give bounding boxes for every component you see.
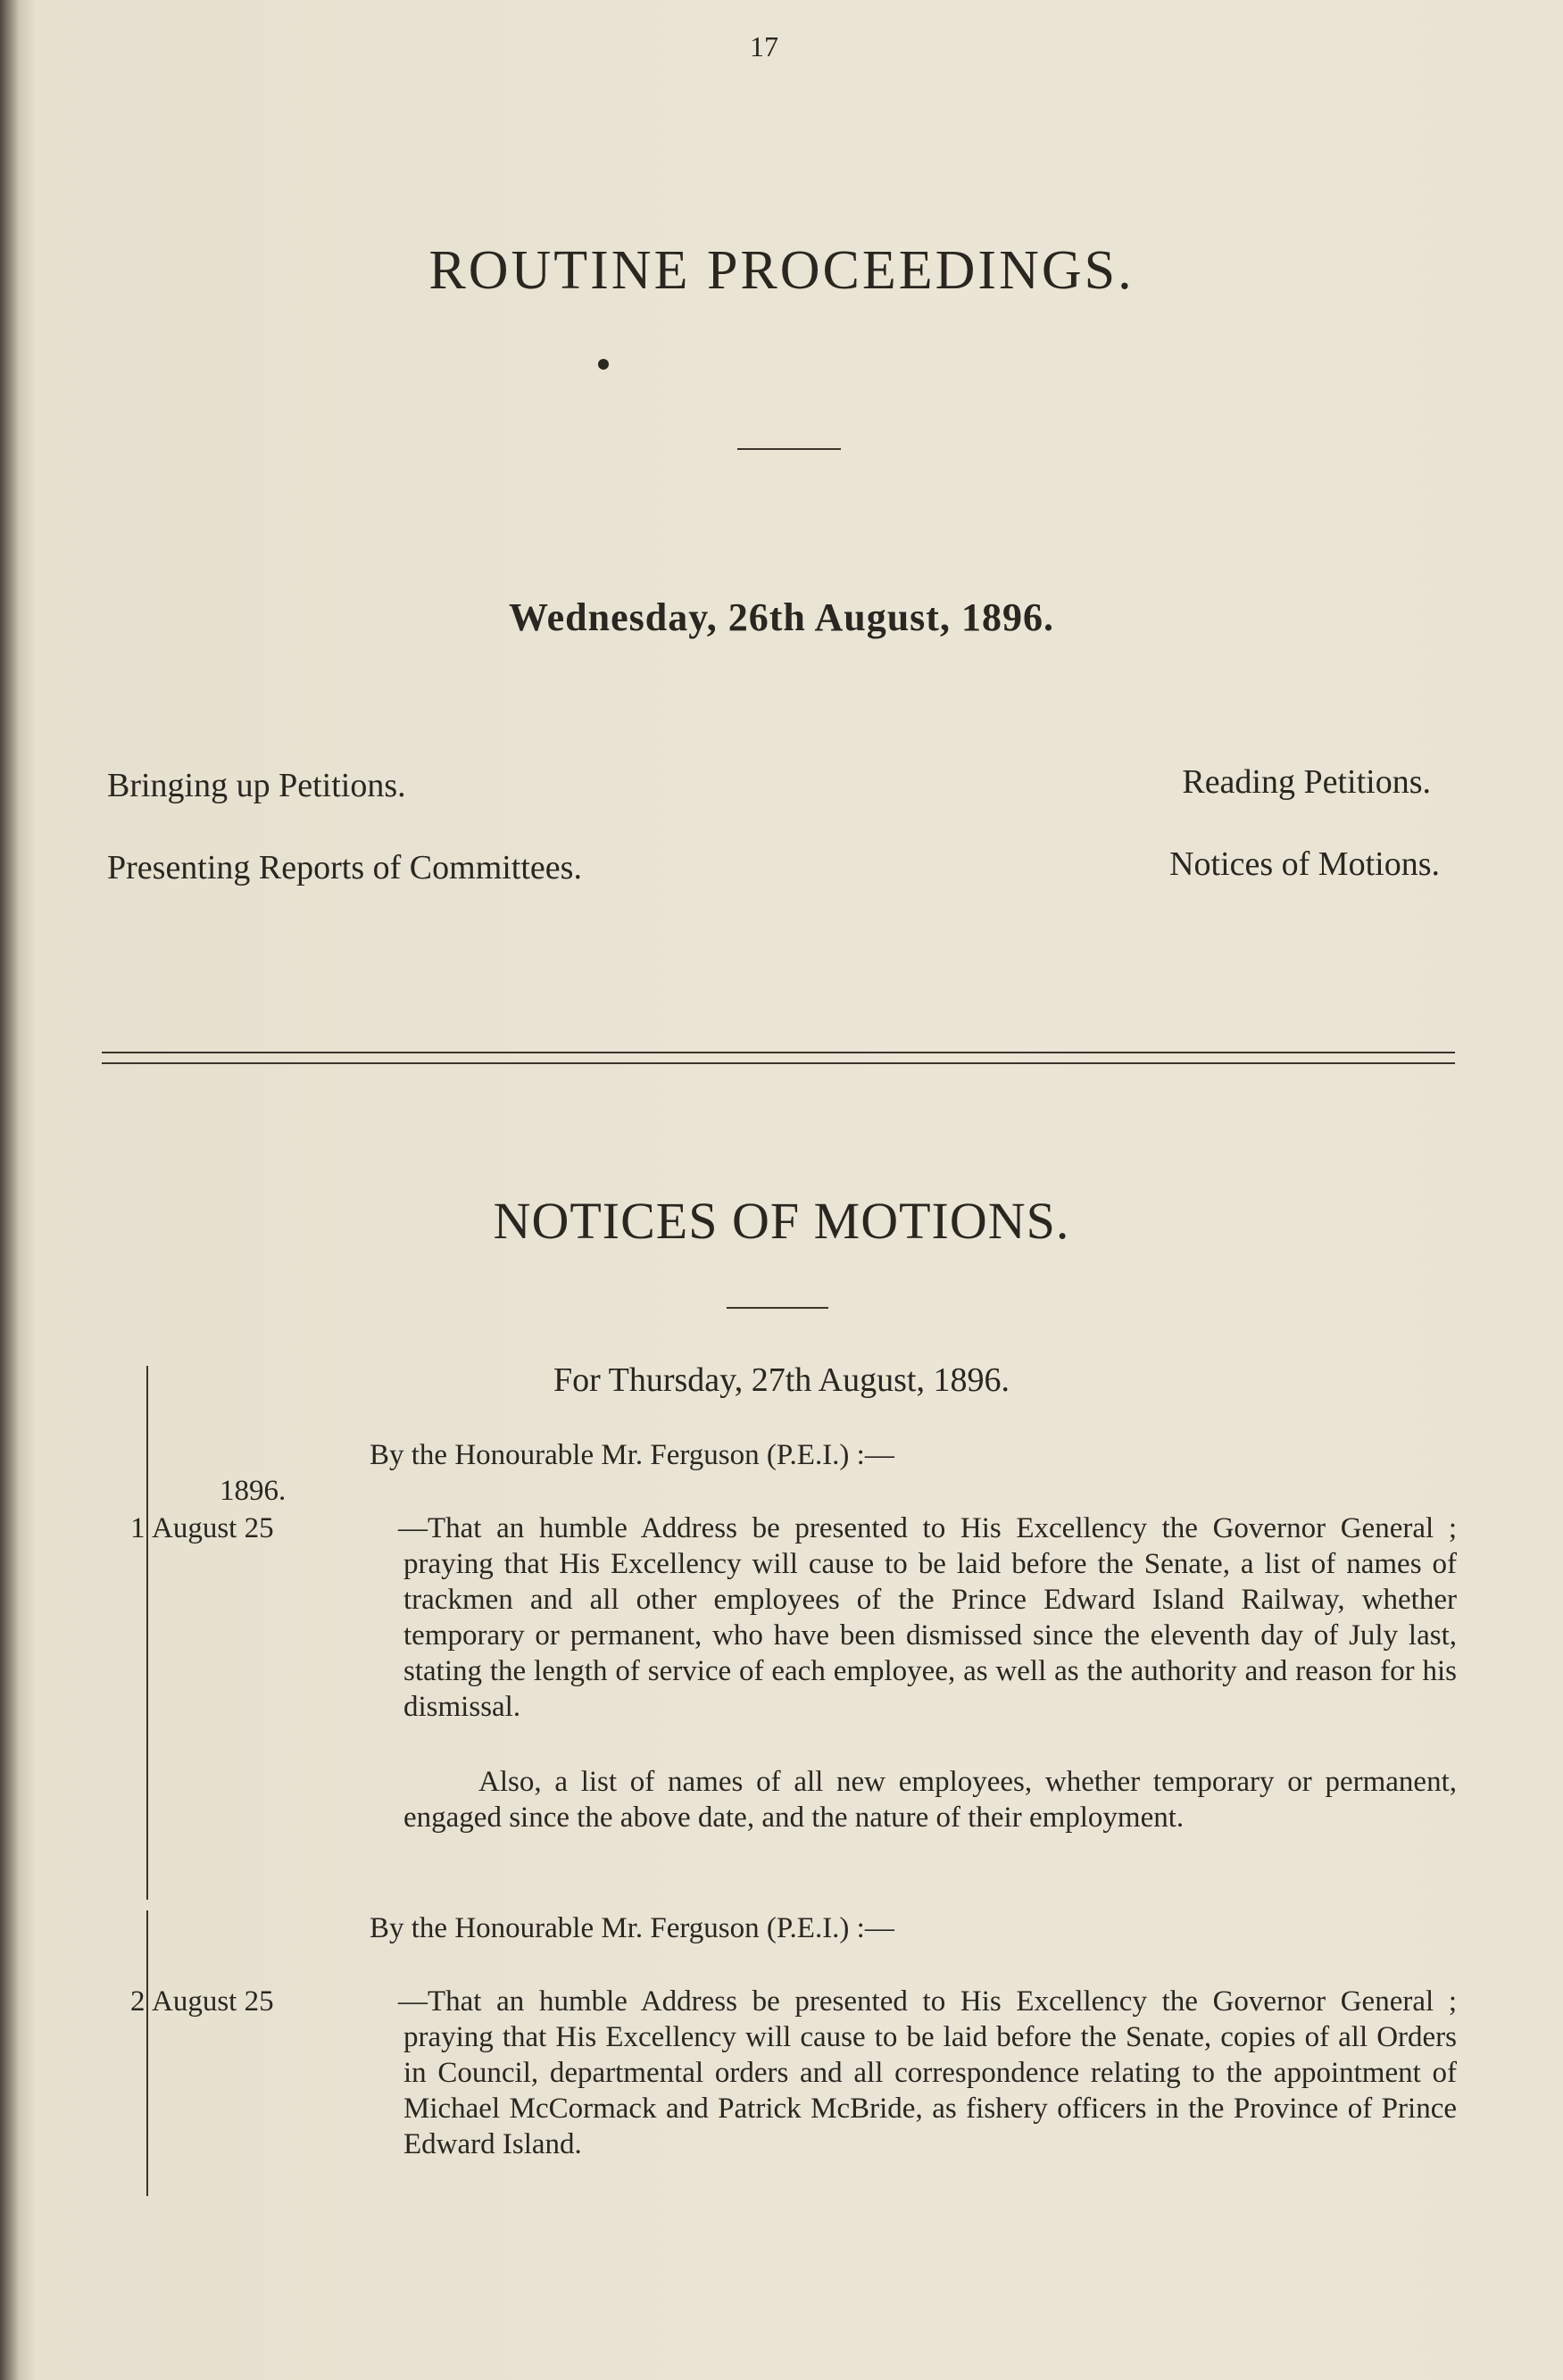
motion-mover: By the Honourable Mr. Ferguson (P.E.I.) :— (370, 1439, 894, 1471)
motion-mover: By the Honourable Mr. Ferguson (P.E.I.) :— (370, 1912, 894, 1944)
motion-date: August 25 (152, 1512, 274, 1544)
sitting-date: Wednesday, 26th August, 1896. (509, 595, 1054, 639)
margin-rule (146, 1910, 148, 2196)
motion-number: 2 (130, 1985, 145, 2018)
page-number: 17 (750, 30, 778, 62)
routine-item: Presenting Reports of Committees. (107, 849, 582, 886)
margin-rule (146, 1366, 148, 1900)
motion-text: Also, a list of names of all new employees, whether temporary or permanent, engaged since the above date, and the nature of their employment. (403, 1766, 1457, 1834)
double-rule-bottom (102, 1062, 1455, 1064)
routine-proceedings-heading: ROUTINE PROCEEDINGS. (428, 240, 1135, 301)
motion-number: 1 (130, 1512, 145, 1544)
notices-heading: NOTICES OF MOTIONS. (493, 1192, 1070, 1250)
routine-item: Bringing up Petitions. (107, 767, 406, 804)
year-label: 1896. (220, 1475, 287, 1507)
short-divider (727, 1307, 828, 1309)
short-divider (737, 448, 841, 450)
motion-text: —That an humble Address be presented to His Excellency the Governor General ; praying that His Excellency will cause to be laid before the Senate, copies of all Orders in Council, departmental orders and all correspondence relating to the appointment of Michael McCormack and Patrick McBride, as fishery officers in the Province of Prince Edward Island. (398, 1985, 1457, 2160)
double-rule-top (102, 1052, 1455, 1053)
motion-date: August 25 (152, 1985, 274, 2018)
notices-for-date: For Thursday, 27th August, 1896. (553, 1361, 1010, 1399)
motion-text: —That an humble Address be presented to His Excellency the Governor General ; praying that His Excellency will cause to be laid before the Senate, a list of names of trackmen and all other employees of the Prince Edward Island Railway, whether temporary or permanent, who have been dismissed since the eleventh day of July last, stating the length of service of each employee, as well as the authority and reason for his dismissal. (398, 1512, 1457, 1723)
routine-item: Reading Petitions. (1182, 763, 1431, 801)
ornament-dot (598, 359, 609, 370)
routine-item: Notices of Motions. (1169, 845, 1440, 883)
